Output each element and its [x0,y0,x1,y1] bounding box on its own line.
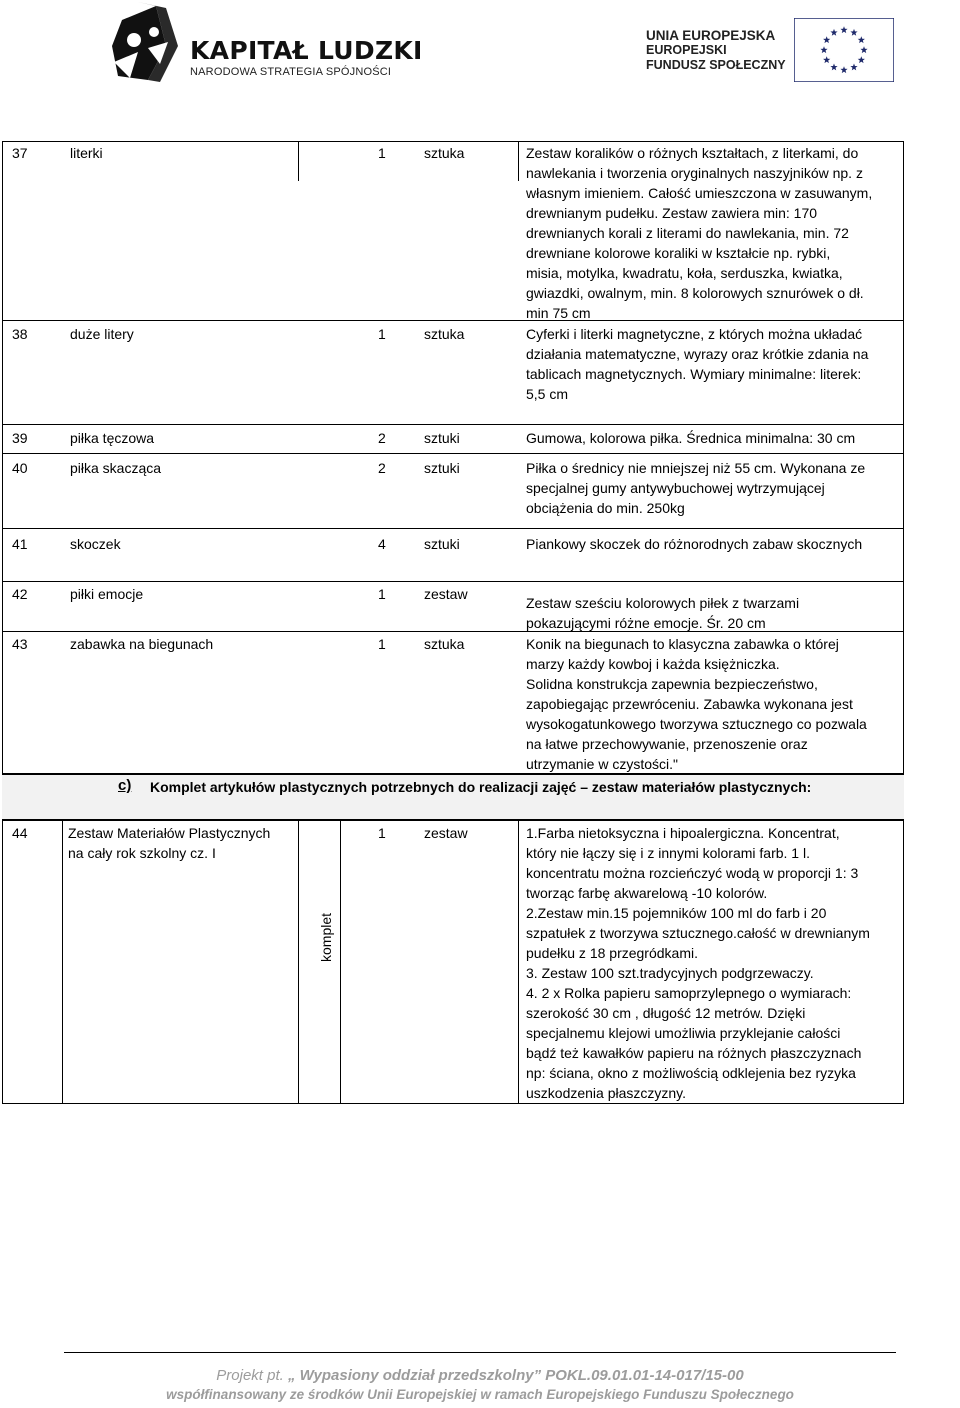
row-qty: 4 [378,536,386,552]
row-unit: sztuki [424,430,460,446]
description-line: Cyferki i literki magnetyczne, z których można układać [526,326,863,342]
col-divider [518,141,519,181]
description-line: utrzymanie w czystości." [526,756,679,772]
description-line: koncentratu można rozcieńczyć wodą w proporcji 1: 3 [526,865,859,881]
row-name: literki [70,145,103,161]
description-line: szpatułek z tworzywa sztucznego.całość w drewnianym [526,925,870,941]
description-line: misia, motylka, kwadratu, koła, serduszka, kwiatka, [526,265,843,281]
row-qty: 1 [378,145,386,161]
eu-line-1: UNIA EUROPEJSKA [646,28,776,43]
row-description [526,428,896,448]
footer-funding-line: współfinansowany ze środków Unii Europejskiej w ramach Europejskiego Funduszu Społecznego [166,1387,794,1402]
description-line: uszkodzenia płaszczyzny. [526,1085,687,1101]
description-line: specjalnej gumy antywybuchowej wytrzymującej [526,480,825,496]
description-line: pudełku z 18 przegródkami. [526,945,698,961]
row-divider [2,528,904,529]
row-qty: 1 [378,825,386,841]
description-line: marzy każdy kowboj i każda księżniczka. [526,656,780,672]
col-divider [62,820,63,1104]
description-line: drewnianych korali z literami do nawlekania, min. 72 [526,225,849,241]
eu-logo-text [646,28,786,73]
row-description [526,324,896,404]
row-name: piłki emocje [70,586,144,602]
row-unit: zestaw [424,825,468,841]
row-unit: sztuki [424,536,460,552]
row-description [526,823,896,1103]
row-divider [2,424,904,425]
row-qty: 1 [378,326,386,342]
description-line: na łatwe przechowywanie, przenoszenie oraz [526,736,808,752]
row-name: skoczek [70,536,121,552]
eu-line-3: FUNDUSZ SPOŁECZNY [646,58,786,72]
description-line: Solidna konstrukcja zapewnia bezpieczeństwo, [526,676,818,692]
row-divider [2,453,904,454]
col-divider [298,820,299,1104]
description-line: drewniane kolorowe koraliki w kształcie np. rybki, [526,245,831,261]
row-number: 44 [12,825,28,841]
footer-project-line [0,1367,960,1384]
description-line: działania matematyczne, wyrazy oraz krótkie zdania na [526,346,869,362]
description-line: Zestaw sześciu kolorowych piłek z twarzami [526,595,800,611]
row-description [526,458,896,518]
footer-project-title: „ Wypasiony oddział przedszkolny” POKL.09.01.01-14-017/15-00 [283,1367,744,1384]
description-line: tablicach magnetycznych. Wymiary minimalne: literek: [526,366,862,382]
description-line: wysokogatunkowego tworzywa sztucznego co pozwala [526,716,867,732]
footer-divider [64,1352,896,1353]
row-description [526,534,896,554]
description-line: specjalnemu klejowi umożliwia przyklejanie całości [526,1025,841,1041]
description-line: drewnianym pudełku. Zestaw zawiera min: 170 [526,205,818,221]
col-divider [340,820,341,1104]
row-number: 37 [12,145,28,161]
row-description [526,634,896,774]
col-divider [518,820,519,1104]
description-line: Piankowy skoczek do różnorodnych zabaw skocznych [526,536,863,552]
description-line: bądź też kawałków papieru na różnych płaszczyznach [526,1045,862,1061]
row-qty: 2 [378,430,386,446]
row-name: piłka skacząca [70,460,162,476]
rotated-komplet-label: komplet [318,912,334,962]
description-line: 2.Zestaw min.15 pojemników 100 ml do farb i 20 [526,905,827,921]
row-unit: sztuki [424,460,460,476]
description-line: 4. 2 x Rolka papieru samoprzylepnego o wymiarach: [526,985,852,1001]
row-description [526,593,896,633]
row-number: 39 [12,430,28,446]
description-line: Zestaw koralików o różnych kształtach, z literkami, do [526,145,859,161]
description-line: gwiazdki, owalnym, min. 8 kolorowych sznurówek o dł. [526,285,864,301]
row-divider [2,581,904,582]
description-line: np: ściana, okno z możliwością odklejenia bez ryzyka [526,1065,856,1081]
col-divider [298,141,299,181]
row-qty: 1 [378,636,386,652]
row-number: 43 [12,636,28,652]
description-line: który nie łączy się i z innymi kolorami farb. 1 l. [526,845,810,861]
row-name: zabawka na biegunach [70,636,214,652]
row-number: 40 [12,460,28,476]
eu-flag-icon [794,18,894,82]
row-number: 38 [12,326,28,342]
description-line: na cały rok szkolny cz. I [68,845,216,861]
description-line: obciążenia do min. 250kg [526,500,685,516]
description-line: zapobiegając przewróceniu. Zabawka wykonana jest [526,696,853,712]
description-line: pokazującymi różne emocje. Śr. 20 cm [526,615,766,631]
row-unit: sztuka [424,636,465,652]
description-line: własnym imieniem. Całość umieszczona w zasuwanym, [526,185,873,201]
section-c-header [2,774,904,820]
row-unit: sztuka [424,145,465,161]
row-number: 42 [12,586,28,602]
eu-line-2: EUROPEJSKI [646,43,727,57]
kapital-ludzki-title: KAPITAŁ LUDZKI [190,36,423,65]
description-line: nawlekania i tworzenia oryginalnych naszyjników np. z [526,165,863,181]
row-name: duże litery [70,326,134,342]
row-unit: sztuka [424,326,465,342]
description-line: Zestaw Materiałów Plastycznych [68,825,271,841]
row-description [526,143,896,323]
footer-project-prefix: Projekt pt. [216,1367,284,1384]
description-line: Konik na biegunach to klasyczna zabawka o której [526,636,839,652]
row-unit: zestaw [424,586,468,602]
row-number: 41 [12,536,28,552]
description-line: 5,5 cm [526,386,569,402]
description-line: 3. Zestaw 100 szt.tradycyjnych podgrzewaczy. [526,965,814,981]
row-qty: 1 [378,586,386,602]
section-c-title: Komplet artykułów plastycznych potrzebnych do realizacji zajęć – zestaw materiałów plastycznych: [150,779,812,795]
row-name [68,823,296,863]
row-name: piłka tęczowa [70,430,155,446]
description-line: Gumowa, kolorowa piłka. Średnica minimalna: 30 cm [526,430,856,446]
section-c-label: c) [118,777,132,794]
description-line: szerokość 30 cm , długość 12 metrów. Dzięki [526,1005,806,1021]
row-qty: 2 [378,460,386,476]
description-line: 1.Farba nietoksyczna i hipoalergiczna. Koncentrat, [526,825,840,841]
description-line: Piłka o średnicy nie mniejszej niż 55 cm. Wykonana ze [526,460,866,476]
description-line: tworząc farbę akwarelową -10 kolorów. [526,885,768,901]
kapital-ludzki-subtitle: NARODOWA STRATEGIA SPÓJNOŚCI [190,66,392,78]
description-line: min 75 cm [526,305,591,321]
